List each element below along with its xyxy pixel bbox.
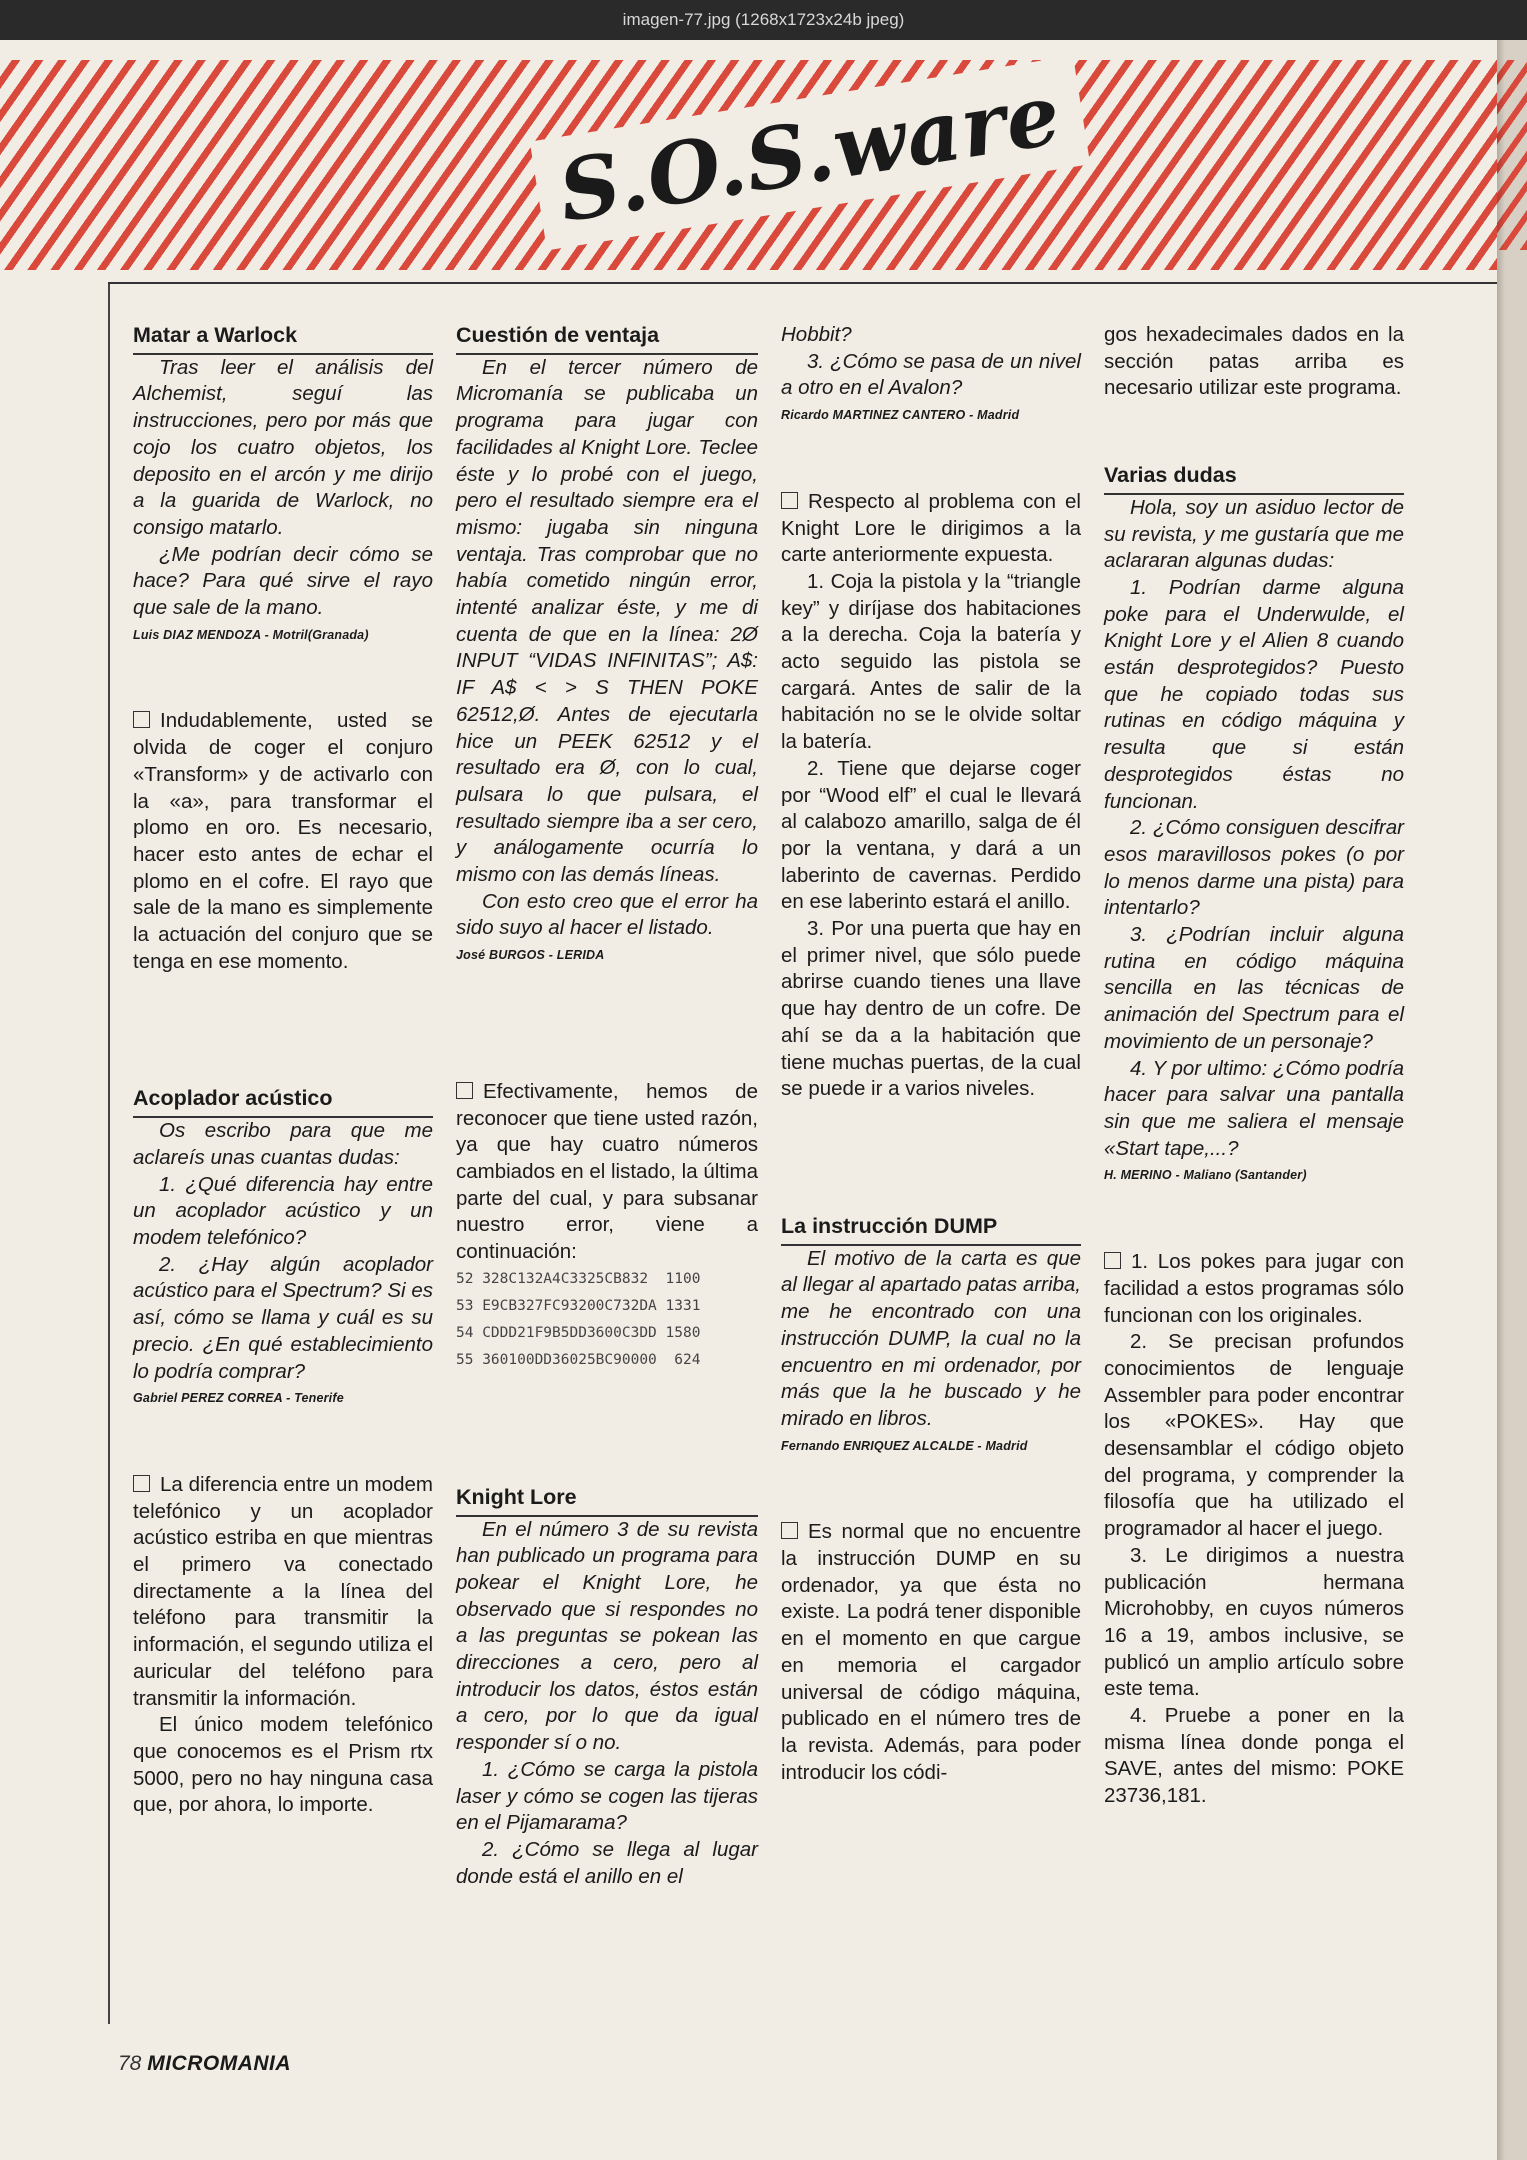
code-line: 52 328C132A4C3325CB832 1100: [456, 1270, 701, 1287]
heading-cuestion-de-ventaja: Cuestión de ventaja: [456, 322, 758, 355]
answer-paragraph: [133, 1472, 433, 1712]
column-1: [133, 322, 433, 1819]
code-line: 55 360100DD36025BC90000 624: [456, 1351, 701, 1368]
answer-text: 1. Los pokes para jugar con facilidad a estos programas sólo funcionan con los originales.: [1104, 1250, 1404, 1327]
magazine-name: MICROMANIA: [147, 2052, 292, 2075]
answer-paragraph: [133, 708, 433, 975]
page-gutter-shadow: [1497, 40, 1505, 2160]
answer-paragraph: 2. Tiene que dejarse coger por “Wood elf” el cual le llevará al calabozo amarillo, salga de él por la ventana, y dará a un laberinto de cavernas. Perdido en ese laberinto estará el anillo.: [781, 756, 1081, 914]
letter-signature: Ricardo MARTINEZ CANTERO - Madrid: [781, 408, 1020, 423]
answer-box-icon: [1104, 1252, 1121, 1269]
heading-acoplador-acustico: Acoplador acústico: [133, 1085, 433, 1118]
letter-paragraph: ¿Me podrían decir cómo se hace? Para qué sirve el rayo que sale de la mano.: [133, 542, 433, 620]
letter-paragraph: 2. ¿Cómo consiguen descifrar esos maravillosos pokes (o por lo menos darme una pista) para intentarlo?: [1104, 816, 1404, 920]
letter-signature: Fernando ENRIQUEZ ALCALDE - Madrid: [781, 1438, 1028, 1453]
letter-paragraph: Con esto creo que el error ha sido suyo al hacer el listado.: [456, 889, 758, 940]
answer-text: La diferencia entre un modem telefónico y un acoplador acústico estriba en que mientras el primero va conectado directamente a la línea del teléfono para transmitir la información, el segundo utiliza el auricular del teléfono para transmitir la información.: [133, 1472, 433, 1710]
letter-paragraph: 3. ¿Podrían incluir alguna rutina en código máquina sencilla en las técnicas de animación del Spectrum para el movimiento de un personaje?: [1104, 923, 1404, 1053]
letter-signature: Gabriel PEREZ CORREA - Tenerife: [133, 1391, 344, 1406]
answer-paragraph: 4. Pruebe a poner en la misma línea donde ponga el SAVE, antes del mismo: POKE 23736,181.: [1104, 1704, 1404, 1808]
heading-varias-dudas: Varias dudas: [1104, 462, 1404, 495]
letter-paragraph: 3. ¿Cómo se pasa de un nivel a otro en el Avalon?: [781, 349, 1081, 400]
answer-box-icon: [133, 711, 150, 728]
letter-paragraph: 2. ¿Hay algún acoplador acústico para el Spectrum? Si es así, cómo se llama y cuál es su precio. ¿En qué establecimiento lo podría comprar?: [133, 1252, 433, 1383]
page-footer: [118, 2052, 291, 2076]
heading-la-instruccion-dump: La instrucción DUMP: [781, 1213, 1081, 1246]
code-listing: [456, 1266, 758, 1374]
answer-paragraph: [1104, 1249, 1404, 1329]
answer-text: Indudablemente, usted se olvida de coger el conjuro «Transform» y de activarlo con la «a», para transformar el plomo en oro. Es necesario, hacer esto antes de echar el plomo en el cofre. El rayo que sale de la mano es simplemente la actuación del conjuro que se tenga en ese momento.: [133, 709, 433, 973]
column-2: [456, 322, 758, 1890]
column-3: [781, 322, 1081, 1786]
page-number: 78: [118, 2052, 142, 2075]
answer-paragraph: 3. Por una puerta que hay en el primer nivel, que sólo puede abrirse cuando tienes una llave que hay dentro de un cofre. De ahí se da a la habitación que tiene muchas puertas, de la cual se puede ir a varios niveles.: [781, 917, 1081, 1101]
letter-signature: José BURGOS - LERIDA: [456, 948, 605, 963]
code-line: 54 CDDD21F9B5DD3600C3DD 1580: [456, 1324, 701, 1341]
letter-paragraph: 1. ¿Cómo se carga la pistola laser y cómo se cogen las tijeras en el Pijamarama?: [456, 1757, 758, 1835]
letter-paragraph: Os escribo para que me aclareís unas cuantas dudas:: [133, 1119, 433, 1169]
letter-signature: Luis DIAZ MENDOZA - Motril(Granada): [133, 627, 369, 642]
letter-paragraph: Hobbit?: [781, 323, 852, 346]
letter-paragraph: 1. Podrían darme alguna poke para el Underwulde, el Knight Lore y el Alien 8 cuando están desprotegidos? Puesto que he copiado todas sus rutinas en código máquina y resulta que si están desprotegidos éstas no funcionan.: [1104, 575, 1404, 813]
answer-box-icon: [781, 1522, 798, 1539]
section-banner: [0, 60, 1497, 270]
section-logo: S.O.S.ware: [530, 56, 1090, 251]
answer-text: Efectivamente, hemos de reconocer que tiene usted razón, ya que hay cuatro números cambiados en el listado, la última parte del cual, y para subsanar nuestro error, viene a continuación:: [456, 1079, 758, 1264]
answer-paragraph: [781, 489, 1081, 569]
answer-paragraph: 2. Se precisan profundos conocimientos de lenguaje Assembler para poder encontrar los «POKES». Hay que desensamblar el código objeto del programa, y comprender la filosofía que ha utilizado el programador al hacer el juego.: [1104, 1330, 1404, 1541]
answer-box-icon: [456, 1082, 473, 1099]
answer-paragraph: [456, 1079, 758, 1266]
answer-paragraph: gos hexadecimales dados en la sección patas arriba es necesario utilizar este programa.: [1104, 323, 1404, 400]
letter-signature: H. MERINO - Maliano (Santander): [1104, 1168, 1307, 1183]
answer-paragraph: [781, 1519, 1081, 1786]
left-rule: [108, 284, 110, 2024]
letter-paragraph: En el tercer número de Micromanía se publicaba un programa para jugar con facilidades al Knight Lore. Teclee éste y lo probé con el juego, pero el resultado siempre era el mismo: jugaba sin ninguna ventaja. Tras comprobar que no había cometido ningún error, intenté analizar éste, y me di cuenta de que en la línea: 2Ø INPUT “VIDAS INFINITAS”; A$: IF A$ < > S THEN POKE 62512,Ø. Antes de ejecutarla hice un PEEK 62512 y el resultado era Ø, con lo cual, pulsara lo que pulsara, el resultado siempre iba a ser cero, y análogamente ocurría lo mismo con las demás líneas.: [456, 355, 758, 887]
answer-box-icon: [133, 1475, 150, 1492]
letter-paragraph: 4. Y por ultimo: ¿Cómo podría hacer para salvar una pantalla sin que me saliera el mensaje «Start tape,...?: [1104, 1056, 1404, 1160]
top-rule: [108, 282, 1497, 284]
answer-box-icon: [781, 492, 798, 509]
answer-paragraph: El único modem telefónico que conocemos es el Prism rtx 5000, pero no hay ninguna casa que, por ahora, lo importe.: [133, 1713, 433, 1817]
letter-paragraph: 1. ¿Qué diferencia hay entre un acoplador acústico y un modem telefónico?: [133, 1172, 433, 1249]
letter-paragraph: Tras leer el análisis del Alchemist, seguí las instrucciones, pero por más que cojo los cuatro objetos, los deposito en el arcón y me dirijo a la guarida de Warlock, no consigo matarlo.: [133, 355, 433, 539]
answer-paragraph: 3. Le dirigimos a nuestra publicación hermana Microhobby, en cuyos números 16 a 19, ambos inclusive, se publicó un amplio artículo sobre este tema.: [1104, 1543, 1404, 1701]
answer-text: Es normal que no encuentre la instrucción DUMP en su ordenador, ya que ésta no existe. La podrá tener disponible en el momento en que cargue en memoria el cargador universal de código máquina, publicado en el número tres de la revista. Además, para poder introducir los códi-: [781, 1520, 1081, 1784]
viewer-title-bar: imagen-77.jpg (1268x1723x24b jpeg): [0, 0, 1527, 40]
letter-paragraph: El motivo de la carta es que al llegar al apartado patas arriba, me he encontrado con una instrucción DUMP, la cual no la encuentro en mi ordenador, por más que la he buscado y he mirado en libros.: [781, 1246, 1081, 1430]
next-page-edge: [1497, 40, 1527, 2160]
code-line: 53 E9CB327FC93200C732DA 1331: [456, 1297, 701, 1314]
letter-paragraph: 2. ¿Cómo se llega al lugar donde está el anillo en el: [456, 1837, 758, 1888]
answer-paragraph: 1. Coja la pistola y la “triangle key” y diríjase dos habitaciones a la derecha. Coja la batería y acto seguido las pistola se cargará. Antes de salir de la habitación no se le olvide soltar la batería.: [781, 569, 1081, 754]
heading-knight-lore: Knight Lore: [456, 1484, 758, 1517]
magazine-page: [0, 40, 1497, 2160]
answer-text: Respecto al problema con el Knight Lore le dirigimos a la carte anteriormente expuesta.: [781, 489, 1081, 567]
heading-matar-a-warlock: Matar a Warlock: [133, 322, 433, 355]
letter-paragraph: Hola, soy un asiduo lector de su revista, y me gustaría que me aclararan algunas dudas:: [1104, 495, 1404, 573]
column-4: [1104, 322, 1404, 1810]
letter-paragraph: En el número 3 de su revista han publicado un programa para pokear el Knight Lore, he observado que si respondes no a las preguntas se pokean las direcciones a cero, pero al introducir los datos, éstos están a cero, por lo que da igual responder sí o no.: [456, 1517, 758, 1755]
